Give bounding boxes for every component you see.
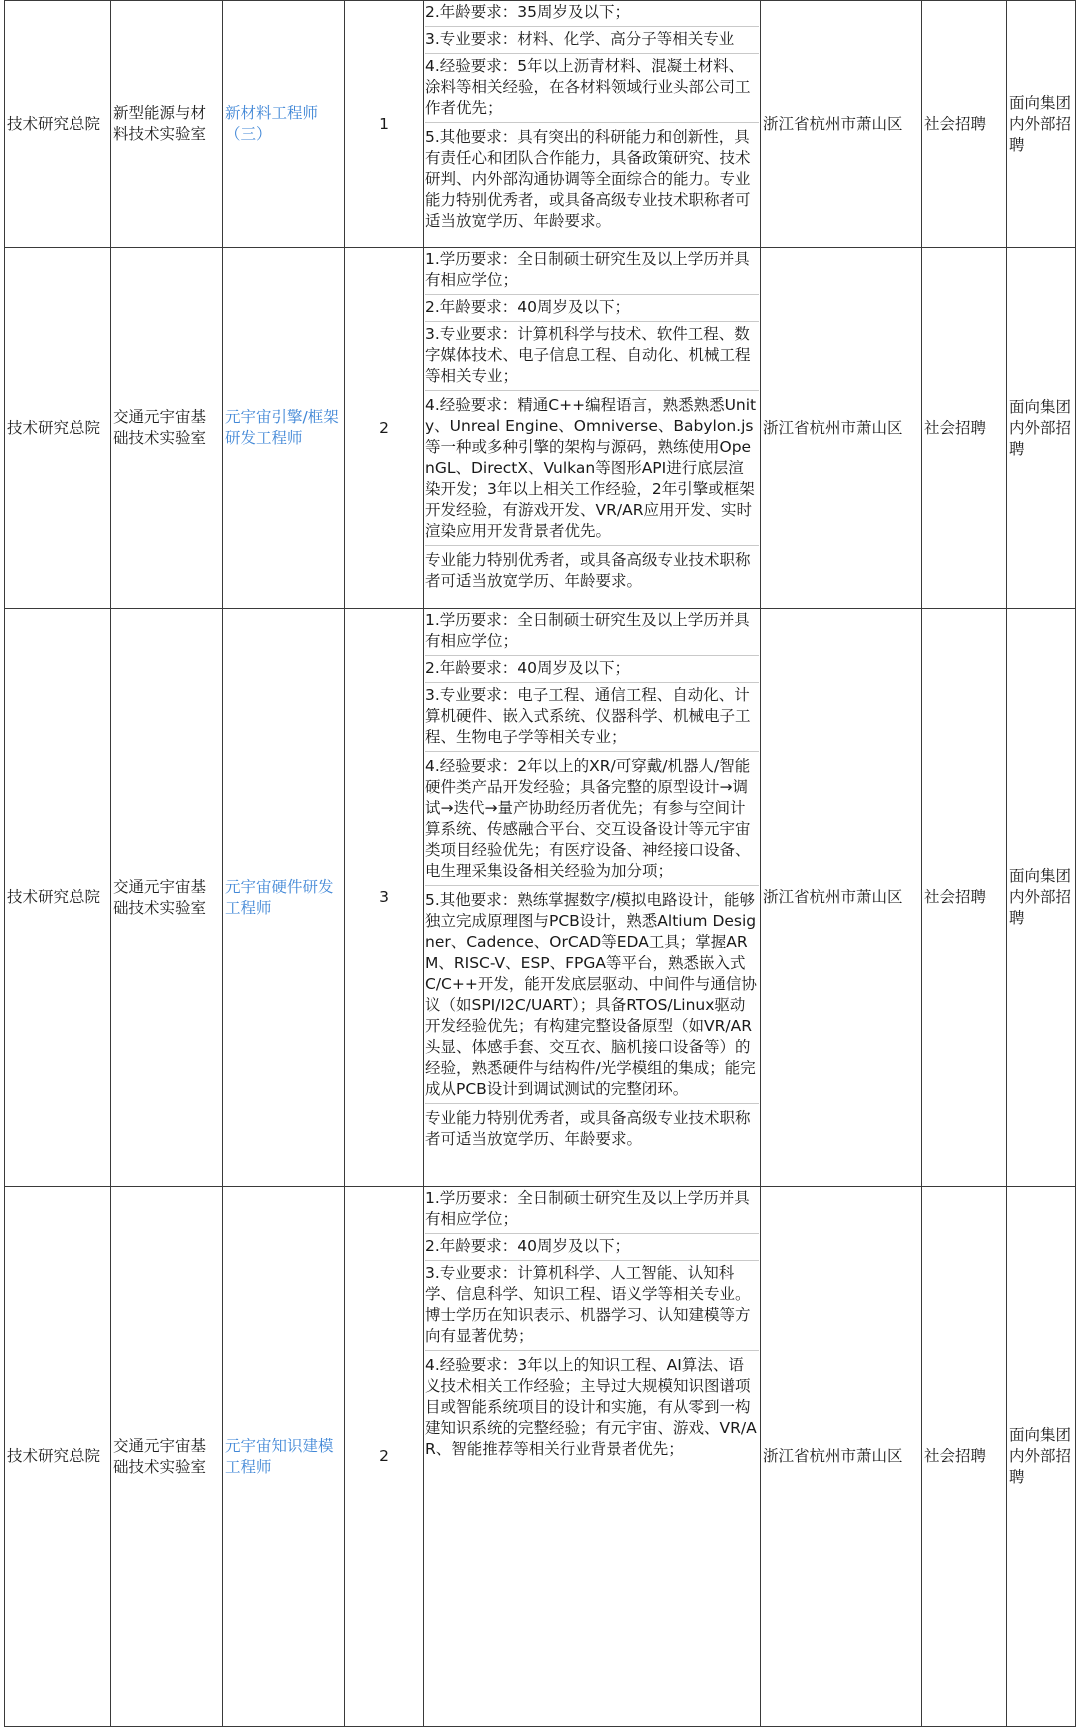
dept-cell: 技术研究总院: [5, 248, 111, 609]
count-cell: 2: [345, 1187, 424, 1727]
lab-cell: 新型能源与材料技术实验室: [111, 1, 223, 248]
recruit-type-cell: 社会招聘: [922, 248, 1007, 609]
location-cell: 浙江省杭州市萧山区: [761, 248, 922, 609]
position-link[interactable]: 元宇宙硬件研发工程师: [223, 609, 345, 1187]
table-row: [5, 1, 1076, 248]
dept-cell: 技术研究总院: [5, 1, 111, 248]
requirement-item: 2.年龄要求：40周岁及以下；: [425, 657, 759, 683]
scope-cell: 面向集团内外部招聘: [1007, 248, 1076, 609]
requirement-item: 2.年龄要求：40周岁及以下；: [425, 1235, 759, 1261]
requirement-item: 2.年龄要求：40周岁及以下；: [425, 296, 759, 322]
lab-cell: 交通元宇宙基础技术实验室: [111, 1187, 223, 1727]
requirement-item: 3.专业要求：材料、化学、高分子等相关专业: [425, 28, 759, 54]
recruit-type-cell: 社会招聘: [922, 609, 1007, 1187]
job-table-viewport: [4, 0, 1075, 1486]
count-cell: 1: [345, 1, 424, 248]
requirements-cell: [424, 609, 761, 1187]
requirements-cell: [424, 1187, 761, 1727]
requirement-item: 2.年龄要求：35周岁及以下；: [425, 1, 759, 27]
position-link[interactable]: 元宇宙引擎/框架研发工程师: [223, 248, 345, 609]
requirement-item: 1.学历要求：全日制硕士研究生及以上学历并具有相应学位；: [425, 1187, 759, 1234]
requirement-item: 4.经验要求：5年以上沥青材料、混凝土材料、涂料等相关经验，在各材料领域行业头部公司工作者优先；: [425, 55, 759, 123]
requirement-item: 1.学历要求：全日制硕士研究生及以上学历并具有相应学位；: [425, 248, 759, 295]
requirements-cell: [424, 1, 761, 248]
requirement-item: 3.专业要求：计算机科学与技术、软件工程、数字媒体技术、电子信息工程、自动化、机械工程等相关专业；: [425, 323, 759, 391]
dept-cell: 技术研究总院: [5, 1187, 111, 1727]
recruit-type-cell: 社会招聘: [922, 1187, 1007, 1727]
requirement-item: 3.专业要求：电子工程、通信工程、自动化、计算机硬件、嵌入式系统、仪器科学、机械电子工程、生物电子学等相关专业；: [425, 684, 759, 752]
dept-cell: 技术研究总院: [5, 609, 111, 1187]
count-cell: 3: [345, 609, 424, 1187]
scope-cell: 面向集团内外部招聘: [1007, 1187, 1076, 1727]
requirement-item: 3.专业要求：计算机科学、人工智能、认知科学、信息科学、知识工程、语义学等相关专业。博士学历在知识表示、机器学习、认知建模等方向有显著优势；: [425, 1262, 759, 1351]
table-row: [5, 1187, 1076, 1727]
requirement-item: 4.经验要求：2年以上的XR/可穿戴/机器人/智能硬件类产品开发经验；具备完整的原型设计→调试→迭代→量产协助经历者优先；有参与空间计算系统、传感融合平台、交互设备设计等元宇宙类项目经验优先；有医疗设备、神经接口设备、电生理采集设备相关经验为加分项；: [425, 755, 759, 886]
table-row: [5, 248, 1076, 609]
location-cell: 浙江省杭州市萧山区: [761, 1187, 922, 1727]
lab-cell: 交通元宇宙基础技术实验室: [111, 248, 223, 609]
table-row: [5, 609, 1076, 1187]
requirement-item: 1.学历要求：全日制硕士研究生及以上学历并具有相应学位；: [425, 609, 759, 656]
requirement-item: 专业能力特别优秀者，或具备高级专业技术职称者可适当放宽学历、年龄要求。: [425, 1109, 751, 1148]
requirement-item: 5.其他要求：具有突出的科研能力和创新性，具有责任心和团队合作能力，具备政策研究、技术研判、内外部沟通协调等全面综合的能力。专业能力特别优秀者，或具备高级专业技术职称者可适当放宽学历、年龄要求。: [425, 128, 751, 230]
scope-cell: 面向集团内外部招聘: [1007, 1, 1076, 248]
requirement-item: 专业能力特别优秀者，或具备高级专业技术职称者可适当放宽学历、年龄要求。: [425, 551, 751, 590]
requirement-item: 5.其他要求：熟练掌握数字/模拟电路设计，能够独立完成原理图与PCB设计，熟悉Altium Designer、Cadence、OrCAD等EDA工具；掌握ARM、RISC-V、ESP、FPGA等平台，熟悉嵌入式C/C++开发，能开发底层驱动、中间件与通信协议（如SPI/I2C/UART）；具备RTOS/Linux驱动开发经验优先；有构建完整设备原型（如VR/AR头显、体感手套、交互衣、脑机接口设备等）的经验，熟悉硬件与结构件/光学模组的集成；能完成从PCB设计到调试测试的完整闭环。: [425, 889, 759, 1104]
requirement-item: 4.经验要求：3年以上的知识工程、AI算法、语义技术相关工作经验；主导过大规模知识图谱项目或智能系统项目的设计和实施，有从零到一构建知识系统的完整经验；有元宇宙、游戏、VR/AR、智能推荐等相关行业背景者优先；: [425, 1356, 757, 1458]
requirement-item: 4.经验要求：精通C++编程语言，熟悉熟悉Unity、Unreal Engine、Omniverse、Babylon.js 等一种或多种引擎的架构与源码，熟练使用OpenGL、DirectX、Vulkan等图形API进行底层渲染开发；3年以上相关工作经验，2年引擎或框架开发经验，有游戏开发、VR/AR应用开发、实时渲染应用开发背景者优先。: [425, 394, 759, 546]
job-table: [4, 0, 1076, 1727]
lab-cell: 交通元宇宙基础技术实验室: [111, 609, 223, 1187]
recruit-type-cell: 社会招聘: [922, 1, 1007, 248]
location-cell: 浙江省杭州市萧山区: [761, 1, 922, 248]
position-link[interactable]: 新材料工程师（三）: [223, 1, 345, 248]
position-link[interactable]: 元宇宙知识建模工程师: [223, 1187, 345, 1727]
count-cell: 2: [345, 248, 424, 609]
location-cell: 浙江省杭州市萧山区: [761, 609, 922, 1187]
requirements-cell: [424, 248, 761, 609]
scope-cell: 面向集团内外部招聘: [1007, 609, 1076, 1187]
